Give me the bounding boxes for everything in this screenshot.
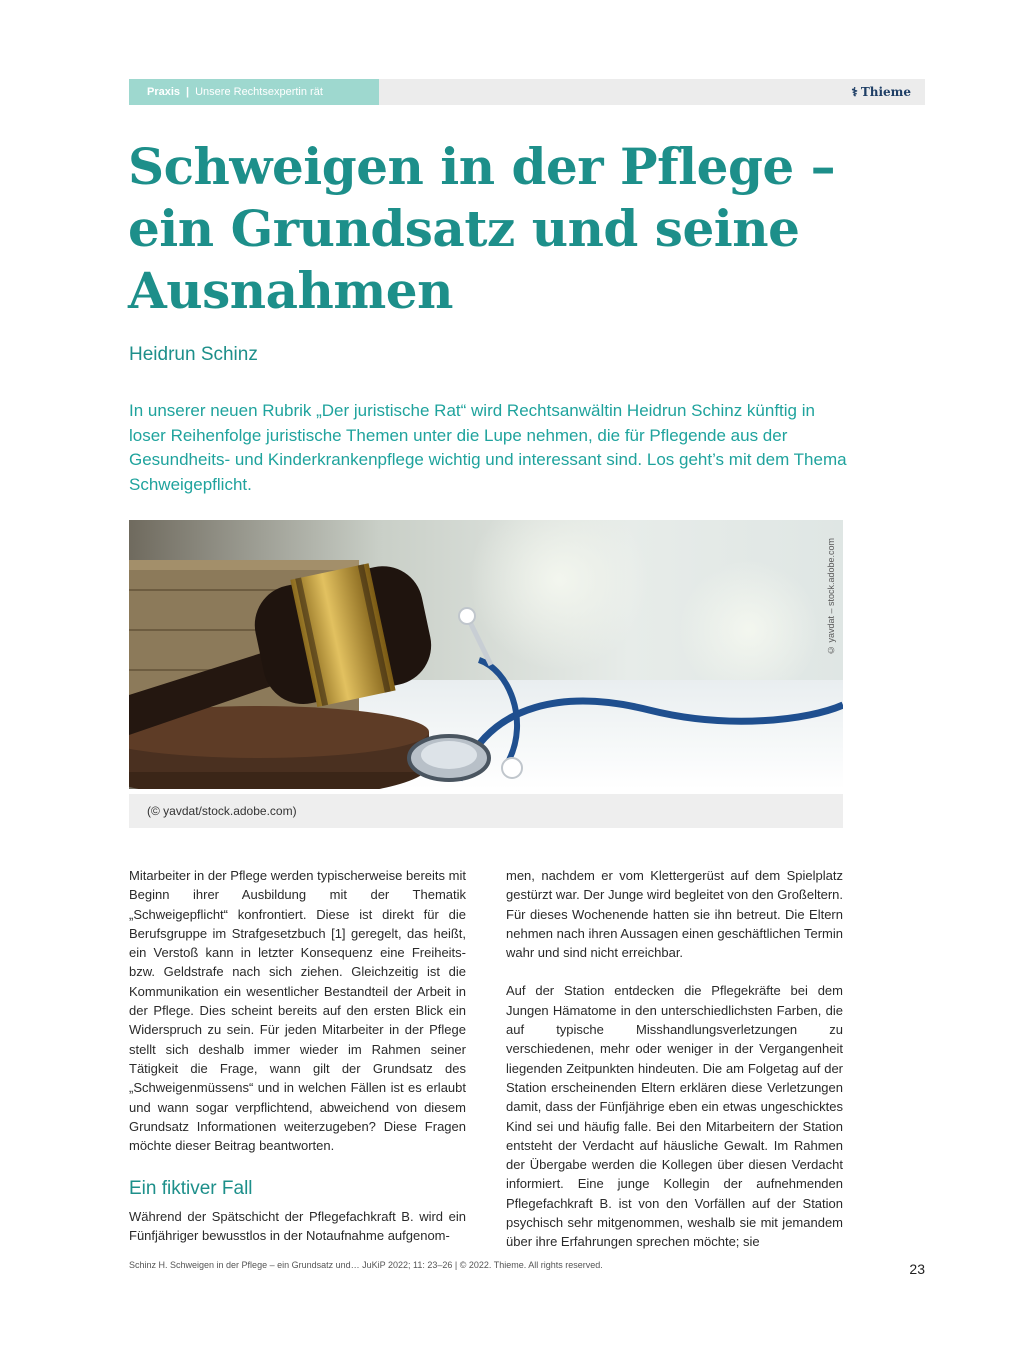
section-label: Praxis [147,86,181,98]
photo-caption: (© yavdat/stock.adobe.com) [147,804,297,818]
body-column-right [506,866,843,1252]
brand-label: Thieme [860,85,911,99]
body-paragraph: Während der Spätschicht der Pflegefachkraft B. wird ein Fünfjähriger bewusstlos in der Notaufnahme aufgenom- [129,1208,466,1244]
section-separator: | [186,86,190,98]
body-column-left [129,866,466,1245]
header-bar [129,79,925,105]
body-paragraph: men, nachdem er vom Klettergerüst auf dem Spielplatz gestürzt war. Der Junge wird begleitet von den Großeltern. Für dieses Wochenende hatten sie ihn betreut. Die Eltern nehmen nach ihren Aussagen einen geschäftlichen Termin wahr und sind nicht erreichbar. [506,868,843,961]
article-author: Heidrun Schinz [129,344,258,365]
thieme-logo-icon: ⚕ [851,85,858,99]
gavel-stethoscope-illustration [129,520,843,789]
body-paragraph: Auf der Station entdecken die Pflegekräfte bei dem Jungen Hämatome in den unterschiedlichsten Farben, die auf typische Misshandlungsverletzungen zu verschiedenen, mehr oder weniger in der Vergangenheit liegenden Zeitpunkten hindeuten. Die am Folgetag auf der Station erscheinenden Eltern erklären diese Verletzungen damit, dass der Fünfjährige eben ein etwas ungeschicktes Kind sei und häufig falle. Bei den Mitarbeitern der Station entsteht der Verdacht auf häusliche Gewalt. Im Rahmen der Übergabe werden die Kollegen über diesen Verdacht informiert. Eine junge Kollegin der aufnehmenden Pflegefachkraft B. ist von den Vorfällen auf der Station psychisch sehr mitgenommen, weshalb sie mit jemandem über ihre Erfahrungen sprechen möchte; sie [506,983,843,1250]
section-heading: Ein fiktiver Fall [129,1178,253,1200]
page-number: 23 [909,1261,925,1277]
article-photo [129,520,843,789]
article-title: Schweigen in der Pflege – ein Grundsatz und seine Ausnahmen [128,137,836,320]
photo-caption-box [129,794,843,828]
article-lead: In unserer neuen Rubrik „Der juristische Rat“ wird Rechtsanwältin Heidrun Schinz künftig in loser Reihenfolge juristische Themen unter die Lupe nehmen, die für Pflegende aus der Gesundheits- und Kinderkrankenpflege wichtig und interessant sind. Los geht’s mit dem Thema Schweigepflicht. [129,401,847,494]
publisher-brand [851,79,911,105]
footer-citation: Schinz H. Schweigen in der Pflege – ein Grundsatz und… JuKiP 2022; 11: 23–26 | © 2022. Thieme. All rights reserved. [129,1260,603,1270]
photo-side-credit: © yavdat – stock.adobe.com [826,537,836,655]
body-paragraph: Mitarbeiter in der Pflege werden typischerweise bereits mit Beginn ihrer Ausbildung mit der Thematik „Schweigepflicht“ konfrontiert. Diese ist direkt für die Berufsgruppe im Strafgesetzbuch [1] geregelt, das heißt, ein Verstoß kann in letzter Konsequenz eine Freiheits- bzw. Geldstrafe nach sich ziehen. Gleichzeitig ist die Kommunikation ein wesentlicher Bestandteil der Arbeit in der Pflege. Dies scheint bereits auf den ersten Blick ein Widerspruch zu sein. Für jeden Mitarbeiter in der Pflege stellt sich deshalb immer wieder im Rahmen seiner Tätigkeit die Frage, wann gilt der Grundsatz des „Schweigenmüssens“ und in welchen Fällen ist es erlaubt und wann sogar verpflichtend, abweichend von diesem Grundsatz Informationen weiterzugeben? Diese Fragen möchte dieser Beitrag beantworten. [129,868,466,1154]
section-tag [129,79,379,105]
subsection-label: Unsere Rechtsexpertin rät [195,86,323,98]
